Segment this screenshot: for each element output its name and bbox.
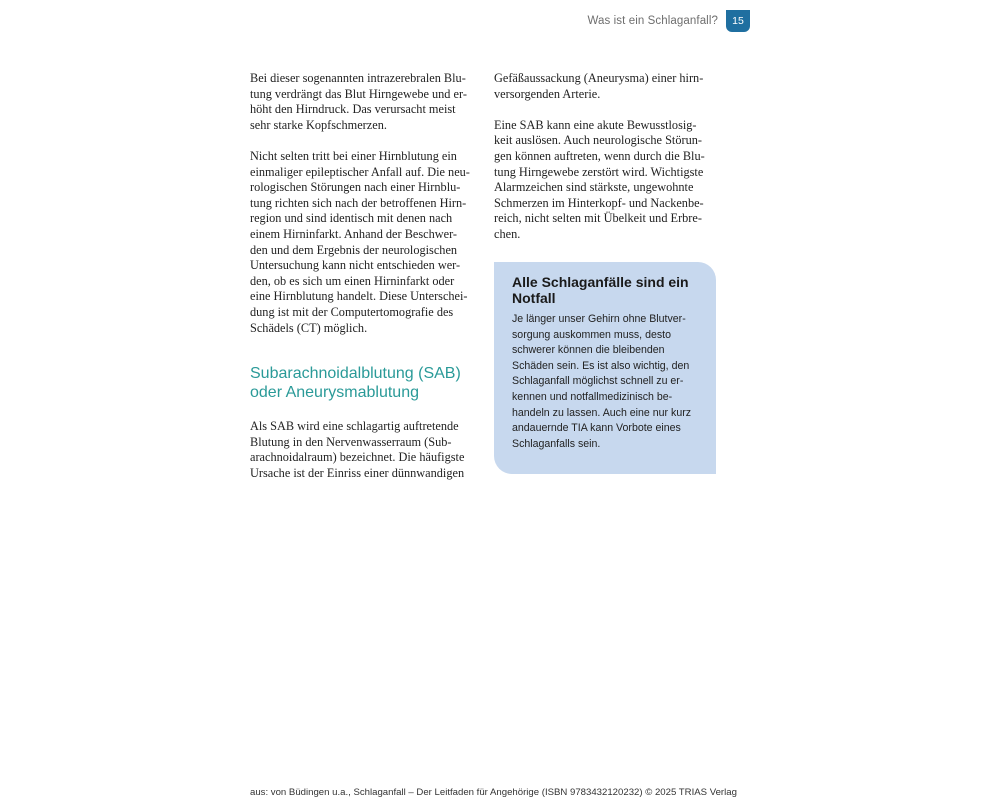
paragraph-epileptic-seizure: Nicht selten tritt bei einer Hirnblutung ein einmaliger epileptischer Anfall auf. Die neu- rologischen Störungen nach einer Hirnblu- tung richten sich nach der betroffenen Hirn- region und sind identisch mit denen nach einem Hirninfarkt. Anhand der Beschwer- den und dem Ergebnis der neurologischen Untersuchung kann nicht entschieden wer- den, ob es sich um einen Hirninfarkt oder eine Hirnblutung handelt. Diese Unterschei- dung ist mit der Computertomografie des Schädels (CT) möglich. bbox=[250, 148, 470, 335]
paragraph-sab-symptoms: Eine SAB kann eine akute Bewusstlosig- keit auslösen. Auch neurologische Störun- gen können auftreten, wenn durch die Blu- tung Hirngewebe zerstört wird. Wichtigste Alarmzeichen sind stärkste, ungewohnte Schmerzen im Hinterkopf- und Nackenbe- reich, nicht selten mit Übelkeit und Erbre- chen. bbox=[494, 117, 705, 241]
paragraph-sab-definition: Als SAB wird eine schlagartig auftretende Blutung in den Nervenwasserraum (Sub- arachnoidalraum) bezeichnet. Die häufigste Ursache ist der Einriss einer dünnwandigen bbox=[250, 419, 465, 480]
info-box-body: Je länger unser Gehirn ohne Blutver- sorgung auskommen muss, desto schwerer können die bleibenden Schäden sein. Es ist also wichtig, den Schlaganfall möglichst schnell zu er- kennen und notfallmedizinisch be- handeln zu lassen. Auch eine nur kurz andauernde TIA kann Vorbote eines Schlaganfalls sein. bbox=[512, 313, 692, 450]
paragraph-aneurysm: Gefäßaussackung (Aneurysma) einer hirn- versorgenden Arterie. bbox=[494, 71, 704, 101]
section-heading-sab: Subarachnoidalblutung (SAB) oder Aneurysmablutung bbox=[250, 365, 461, 402]
info-box-title: Alle Schlaganfälle sind ein Notfall bbox=[512, 274, 689, 306]
left-column bbox=[250, 71, 472, 497]
footer-citation: aus: von Büdingen u.a., Schlaganfall – Der Leitfaden für Angehörige (ISBN 9783432120232) © 2025 TRIAS Verlag bbox=[250, 787, 737, 798]
running-head bbox=[587, 10, 750, 32]
right-column bbox=[494, 71, 716, 258]
paragraph-intracerebral-bleeding: Bei dieser sogenannten intrazerebralen Blu- tung verdrängt das Blut Hirngewebe und er- höht den Hirndruck. Das verursacht meist sehr starke Kopfschmerzen. bbox=[250, 71, 467, 132]
running-title: Was ist ein Schlaganfall? bbox=[587, 15, 718, 27]
emergency-info-box bbox=[494, 262, 716, 474]
page-number-badge: 15 bbox=[726, 10, 750, 32]
